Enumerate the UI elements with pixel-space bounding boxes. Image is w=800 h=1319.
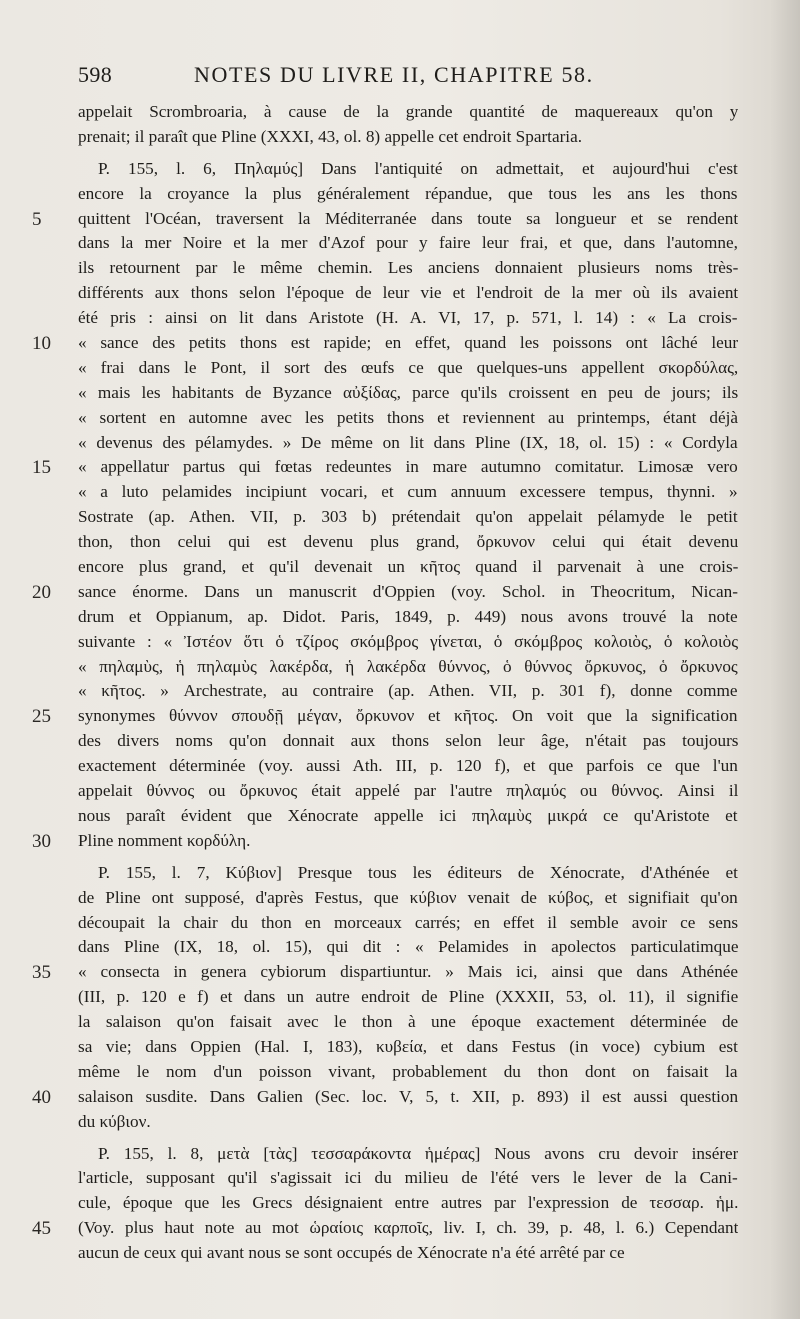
line-number: 20 [32, 582, 51, 603]
text-line: dans Pline (IX, 18, ol. 15), qui dit : « Pelamides in apolectos particulatimque [78, 937, 738, 957]
running-title: NOTES DU LIVRE II, CHAPITRE 58. [194, 62, 594, 87]
text-line: sa vie; dans Oppien (Hal. I, 183), κυβεία, et dans Festus (in voce) cybium est [78, 1036, 738, 1056]
paragraph-gap [78, 854, 738, 861]
paragraph-gap [78, 1135, 738, 1142]
text-line: thon, thon celui qui est devenu plus grand, ὄρκυνον celui qui était devenu [78, 532, 738, 552]
text-line: (III, p. 120 e f) et dans un autre endroit de Pline (XXXII, 53, ol. 11), il signifie [78, 987, 738, 1007]
text-line: drum et Oppianum, ap. Didot. Paris, 1849, p. 449) nous avons trouvé la note [78, 606, 738, 626]
line-number: 15 [32, 457, 51, 478]
paragraph-gap [78, 150, 738, 157]
text-line: ils retournent par le même chemin. Les anciens donnaient plusieurs noms très- [78, 258, 738, 278]
text-line: « a luto pelamides incipiunt vocari, et cum annuum excessere tempus, thynni. » [78, 482, 738, 502]
text-line: salaison susdite. Dans Galien (Sec. loc. V, 5, t. XII, p. 893) il est aussi question [78, 1086, 738, 1106]
text-line: exactement déterminée (voy. aussi Ath. III, p. 120 f), et que parfois ce que l'un [78, 756, 738, 776]
line-number: 30 [32, 831, 51, 852]
text-line: (Voy. plus haut note au mot ὡραίοις καρποῖς, liv. I, ch. 39, p. 48, l. 6.) Cependant [78, 1218, 738, 1238]
line-number: 45 [32, 1218, 51, 1239]
text-line: « consecta in genera cybiorum dispartiuntur. » Mais ici, ainsi que dans Athénée [78, 962, 738, 982]
text-line: Sostrate (ap. Athen. VII, p. 303 b) prétendait qu'on appelait pélamyde le petit [78, 507, 738, 527]
text-line: P. 155, l. 6, Πηλαμύς] Dans l'antiquité on admettait, et aujourd'hui c'est [98, 158, 738, 178]
text-line: « sortent en automne avec les petits thons et reviennent au printemps, étant déjà [78, 407, 738, 427]
page-number: 598 [78, 62, 113, 87]
text-line: dans la mer Noire et la mer d'Azof pour y faire leur frai, et que, dans l'automne, [78, 233, 738, 253]
text-line: sance énorme. Dans un manuscrit d'Oppien (voy. Schol. in Theocritum, Nican- [78, 581, 738, 601]
text-line: nous paraît évident que Xénocrate appelle ici πηλαμὺς μικρά ce qu'Aristote et [78, 805, 738, 825]
text-line: P. 155, l. 7, Κύβιον] Presque tous les éditeurs de Xénocrate, d'Athénée et [98, 862, 738, 882]
running-header [78, 62, 718, 94]
text-line: des divers noms qu'on donnait aux thons selon leur âge, n'était pas toujours [78, 731, 738, 751]
text-line: quittent l'Océan, traversent la Méditerranée dans toute sa longueur et se rendent [78, 208, 738, 228]
text-line: aucun de ceux qui avant nous se sont occupés de Xénocrate n'a été arrêté par ce [78, 1243, 625, 1263]
line-number: 5 [32, 209, 42, 230]
text-line: appelait Scrombroaria, à cause de la grande quantité de maquereaux qu'on y [78, 102, 738, 121]
text-line: encore plus grand, et qu'il devenait un κῆτος quand il parvenait à une crois- [78, 557, 738, 577]
text-line: « appellatur partus qui fœtas redeuntes in mare autumno comitatur. Limosæ vero [78, 457, 738, 477]
text-line: P. 155, l. 8, μετὰ [τὰς] τεσσαράκοντα ἡμέρας] Nous avons cru devoir insérer [98, 1143, 738, 1163]
text-line: du κύβιον. [78, 1111, 151, 1131]
text-line: synonymes θύννον σπουδῇ μέγαν, ὄρκυνον et κῆτος. On voit que la signification [78, 706, 738, 726]
text-line: « mais les habitants de Byzance αὐξίδας, parce qu'ils croissent en peu de jours; ils [78, 382, 738, 402]
text-line: même le nom d'un poisson vivant, probablement du thon dont on faisait la [78, 1061, 738, 1081]
text-line: « sance des petits thons est rapide; en effet, quand les poissons ont lâché leur [78, 333, 738, 353]
text-line: différents aux thons selon l'époque de leur vie et l'endroit de la mer où ils avaient [78, 283, 738, 303]
text-line: l'article, supposant qu'il s'agissait ici du milieu de l'été vers le lever de la Cani- [78, 1168, 738, 1188]
text-line: « κῆτος. » Archestrate, au contraire (ap. Athen. VII, p. 301 f), donne comme [78, 681, 738, 701]
text-line: Pline nomment κορδύλη. [78, 830, 251, 850]
line-number: 25 [32, 706, 51, 727]
line-number: 10 [32, 333, 51, 354]
text-line: cule, époque que les Grecs désignaient entre autres par l'expression de τεσσαρ. ἡμ. [78, 1193, 738, 1213]
text-line: été pris : ainsi on lit dans Aristote (H. A. VI, 17, p. 571, l. 14) : « La crois- [78, 308, 738, 328]
text-line: appelait θύννος ou ὄρκυνος était appelé par l'autre πηλαμύς ou θύννος. Ainsi il [78, 781, 738, 801]
page-spine-shadow [770, 0, 800, 1319]
body-text [78, 100, 738, 1266]
text-line: suivante : « Ἰστέον ὅτι ὁ τζίρος σκόμβρος γίνεται, ὁ σκόμβρος κολοιὸς, ὁ κολοιὸς [78, 631, 738, 651]
text-line: « frai dans le Pont, il sort des œufs ce que quelques-uns appellent σκορδύλας, [78, 357, 738, 377]
text-line: prenait; il paraît que Pline (XXXI, 43, ol. 8) appelle cet endroit Spartaria. [78, 126, 583, 146]
text-line: la salaison qu'on faisait avec le thon à une époque exactement déterminée de [78, 1012, 738, 1032]
text-line: « devenus des pélamydes. » De même on lit dans Pline (IX, 18, ol. 15) : « Cordyla [78, 432, 738, 452]
text-line: de Pline ont supposé, d'après Festus, que κύβιον venait de κύβος, et signifiait qu'on [78, 887, 738, 907]
text-line: « πηλαμὺς, ἡ πηλαμὺς λακέρδα, ἡ λακέρδα θύννος, ὁ θύννος ὄρκυνος, ὁ ὄρκυνος [78, 656, 738, 676]
text-line: découpait la chair du thon en morceaux carrés; en effet il semble avoir ce sens [78, 912, 738, 932]
line-number: 40 [32, 1087, 51, 1108]
text-line: encore la croyance la plus généralement répandue, que tous les ans les thons [78, 183, 738, 203]
line-number: 35 [32, 962, 51, 983]
